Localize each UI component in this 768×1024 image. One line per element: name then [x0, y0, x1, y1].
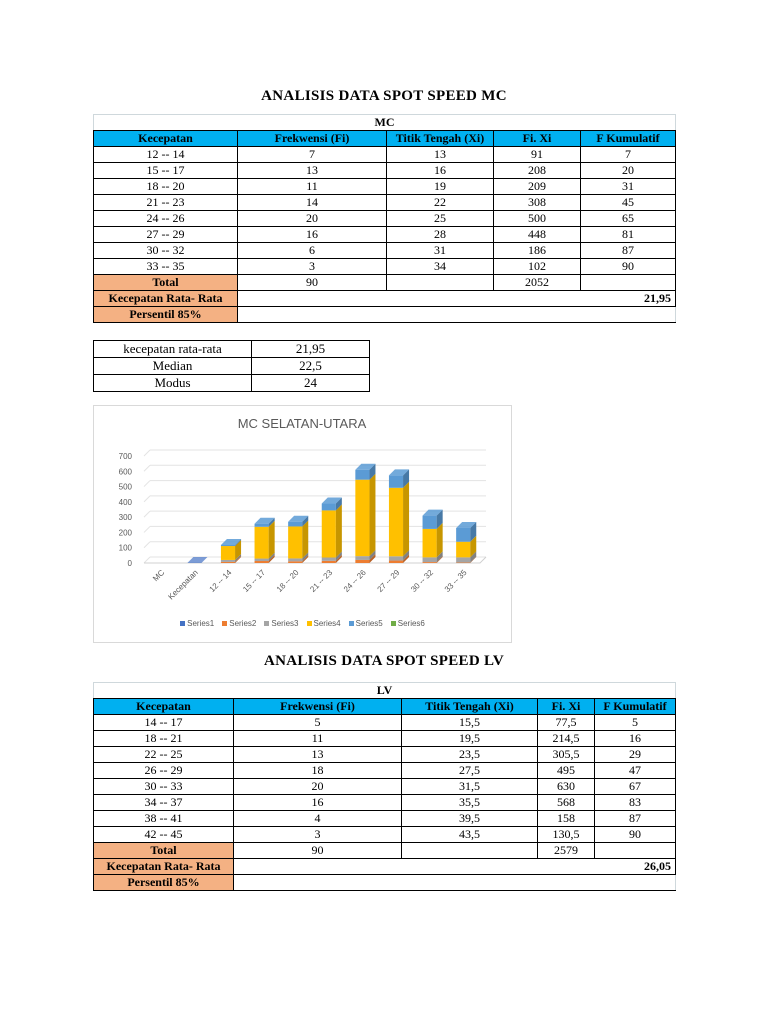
bar-segment	[355, 470, 369, 480]
bar-segment	[255, 527, 269, 559]
cell-fixi: 305,5	[538, 747, 595, 763]
lv-heading: ANALISIS DATA SPOT SPEED LV	[263, 653, 505, 669]
lv-avg-value: 26,05	[234, 859, 676, 875]
cell-fixi: 130,5	[538, 827, 595, 843]
cell-titik-tengah: 16	[387, 163, 494, 179]
y-tick-label: 200	[118, 528, 132, 538]
stats-label: Median	[94, 358, 252, 375]
mc-pct-row	[94, 307, 676, 323]
x-tick-label: 30 -- 32	[409, 568, 436, 594]
chart-y-ticks	[119, 452, 133, 568]
cell-frekwensi: 4	[234, 811, 402, 827]
cell-titik-tengah: 15,5	[402, 715, 538, 731]
lv-avg-row	[94, 859, 676, 875]
lv-header-row	[94, 699, 676, 715]
cell-frekwensi: 13	[234, 747, 402, 763]
table-row	[94, 147, 676, 163]
gridline-side	[144, 450, 150, 456]
stats-value: 21,95	[252, 341, 370, 358]
mc-total-fk-empty	[581, 275, 676, 291]
legend-swatch	[180, 621, 185, 626]
cell-fixi: 568	[538, 795, 595, 811]
cell-fixi: 91	[494, 147, 581, 163]
bar-segment	[255, 561, 269, 563]
lv-col-fixi: Fi. Xi	[538, 699, 595, 715]
table-row	[94, 211, 676, 227]
bar-segment	[423, 557, 437, 562]
bar-segment	[322, 510, 336, 557]
chart-bars	[187, 464, 476, 563]
stats-table	[93, 340, 370, 392]
mc-pct-label: Persentil 85%	[94, 307, 238, 323]
cell-kecepatan: 18 -- 21	[94, 731, 234, 747]
cell-kecepatan: 30 -- 33	[94, 779, 234, 795]
cell-f-kumulatif: 81	[581, 227, 676, 243]
cell-fixi: 500	[494, 211, 581, 227]
cell-fixi: 214,5	[538, 731, 595, 747]
x-tick-label: MC	[151, 568, 167, 584]
mc-pct-value	[238, 307, 676, 323]
lv-total-xi-empty	[402, 843, 538, 859]
cell-frekwensi: 14	[238, 195, 387, 211]
legend-swatch	[307, 621, 312, 626]
cell-f-kumulatif: 65	[581, 211, 676, 227]
table-row	[94, 179, 676, 195]
legend-label: Series4	[313, 619, 341, 628]
table-row	[94, 731, 676, 747]
bar-segment-side	[369, 474, 375, 556]
lv-avg-label: Kecepatan Rata- Rata	[94, 859, 234, 875]
legend-label: Series2	[229, 619, 257, 628]
stats-row	[94, 358, 370, 375]
lv-total-fk-empty	[595, 843, 676, 859]
bar-segment	[389, 561, 403, 563]
cell-titik-tengah: 25	[387, 211, 494, 227]
cell-kecepatan: 34 -- 37	[94, 795, 234, 811]
table-row	[94, 195, 676, 211]
bar-segment	[355, 480, 369, 556]
mc-total-xi-empty	[387, 275, 494, 291]
stats-value: 24	[252, 375, 370, 392]
x-tick-label: 33 -- 35	[442, 568, 469, 594]
cell-titik-tengah: 34	[387, 259, 494, 275]
lv-pct-label: Persentil 85%	[94, 875, 234, 891]
cell-titik-tengah: 22	[387, 195, 494, 211]
y-tick-label: 400	[118, 497, 132, 507]
gridline-side	[144, 465, 150, 471]
bar-segment	[389, 556, 403, 560]
bar-segment-side	[302, 520, 308, 558]
cell-fixi: 186	[494, 243, 581, 259]
cell-f-kumulatif: 87	[581, 243, 676, 259]
x-tick-label: 18 -- 20	[274, 568, 301, 594]
bar-segment	[355, 560, 369, 563]
y-tick-label: 0	[127, 559, 132, 568]
bar-segment	[456, 563, 470, 564]
lv-total-fixi: 2579	[538, 843, 595, 859]
chart-legend	[94, 619, 511, 628]
gridline-side	[144, 557, 150, 563]
cell-kecepatan: 33 -- 35	[94, 259, 238, 275]
cell-frekwensi: 20	[238, 211, 387, 227]
legend-label: Series1	[187, 619, 215, 628]
chart-title: MC SELATAN-UTARA	[237, 416, 367, 431]
mc-total-label: Total	[94, 275, 238, 291]
gridline-side	[144, 511, 150, 517]
cell-f-kumulatif: 87	[595, 811, 676, 827]
cell-frekwensi: 18	[234, 763, 402, 779]
cell-kecepatan: 18 -- 20	[94, 179, 238, 195]
bar-segment	[423, 562, 437, 563]
lv-total-label: Total	[94, 843, 234, 859]
cell-titik-tengah: 31,5	[402, 779, 538, 795]
legend-swatch	[222, 621, 227, 626]
bar-segment-side	[336, 504, 342, 557]
gridline-side	[144, 526, 150, 532]
bar-segment	[288, 561, 302, 563]
legend-label: Series5	[355, 619, 383, 628]
bar-segment	[423, 516, 437, 529]
cell-frekwensi: 16	[238, 227, 387, 243]
cell-f-kumulatif: 7	[581, 147, 676, 163]
legend-item	[222, 619, 256, 628]
bar-segment	[221, 546, 235, 560]
cell-kecepatan: 21 -- 23	[94, 195, 238, 211]
mc-total-fi: 90	[238, 275, 387, 291]
cell-f-kumulatif: 90	[595, 827, 676, 843]
table-row	[94, 243, 676, 259]
cell-frekwensi: 7	[238, 147, 387, 163]
x-tick-label: 15 -- 17	[241, 568, 268, 594]
gridline-side	[144, 496, 150, 502]
cell-fixi: 630	[538, 779, 595, 795]
mc-col-kecepatan: Kecepatan	[94, 131, 238, 147]
table-row	[94, 779, 676, 795]
stats-label: kecepatan rata-rata	[94, 341, 252, 358]
bar-segment	[456, 528, 470, 542]
cell-titik-tengah: 28	[387, 227, 494, 243]
cell-titik-tengah: 27,5	[402, 763, 538, 779]
cell-fixi: 495	[538, 763, 595, 779]
table-row	[94, 227, 676, 243]
legend-item	[180, 619, 214, 628]
cell-kecepatan: 24 -- 26	[94, 211, 238, 227]
chart-svg	[94, 406, 511, 642]
bar-segment	[288, 522, 302, 527]
gridline-side	[144, 481, 150, 487]
mc-total-fixi: 2052	[494, 275, 581, 291]
cell-frekwensi: 11	[234, 731, 402, 747]
x-tick-label: Kecepatan	[166, 568, 200, 602]
cell-f-kumulatif: 47	[595, 763, 676, 779]
mc-col-frekwensi: Frekwensi (Fi)	[238, 131, 387, 147]
cell-kecepatan: 38 -- 41	[94, 811, 234, 827]
cell-titik-tengah: 19	[387, 179, 494, 195]
lv-col-titik-tengah: Titik Tengah (Xi)	[402, 699, 538, 715]
lv-col-f-kumulatif: F Kumulatif	[595, 699, 676, 715]
bar-segment-side	[437, 523, 443, 557]
bar-segment	[288, 526, 302, 558]
cell-frekwensi: 3	[234, 827, 402, 843]
y-tick-label: 100	[118, 543, 132, 553]
cell-f-kumulatif: 90	[581, 259, 676, 275]
table-row	[94, 763, 676, 779]
cell-titik-tengah: 31	[387, 243, 494, 259]
table-row	[94, 715, 676, 731]
cell-kecepatan: 42 -- 45	[94, 827, 234, 843]
legend-item	[307, 619, 341, 628]
cell-titik-tengah: 13	[387, 147, 494, 163]
cell-fixi: 448	[494, 227, 581, 243]
cell-f-kumulatif: 31	[581, 179, 676, 195]
table-row	[94, 747, 676, 763]
cell-frekwensi: 3	[238, 259, 387, 275]
cell-fixi: 209	[494, 179, 581, 195]
table-row	[94, 259, 676, 275]
cell-titik-tengah: 23,5	[402, 747, 538, 763]
cell-titik-tengah: 43,5	[402, 827, 538, 843]
cell-fixi: 158	[538, 811, 595, 827]
cell-f-kumulatif: 45	[581, 195, 676, 211]
x-tick-label: 27 -- 29	[375, 568, 402, 594]
y-tick-label: 600	[118, 467, 132, 477]
mc-body	[94, 147, 676, 275]
y-tick-label: 500	[118, 482, 132, 492]
cell-fixi: 308	[494, 195, 581, 211]
cell-frekwensi: 6	[238, 243, 387, 259]
legend-label: Series3	[271, 619, 299, 628]
lv-caption: LV	[94, 683, 676, 699]
y-tick-label: 700	[118, 452, 132, 461]
bar-top	[187, 557, 207, 563]
lv-col-kecepatan: Kecepatan	[94, 699, 234, 715]
mc-col-fixi: Fi. Xi	[494, 131, 581, 147]
cell-titik-tengah: 39,5	[402, 811, 538, 827]
cell-frekwensi: 5	[234, 715, 402, 731]
lv-table	[93, 682, 676, 891]
bar-segment-side	[269, 521, 275, 559]
bar-segment	[322, 561, 336, 563]
mc-avg-label: Kecepatan Rata- Rata	[94, 291, 238, 307]
cell-kecepatan: 12 -- 14	[94, 147, 238, 163]
bar-segment	[255, 524, 269, 527]
cell-f-kumulatif: 29	[595, 747, 676, 763]
legend-swatch	[391, 621, 396, 626]
cell-kecepatan: 30 -- 32	[94, 243, 238, 259]
x-tick-label: 12 -- 14	[207, 568, 234, 594]
bar-segment	[322, 504, 336, 511]
cell-f-kumulatif: 67	[595, 779, 676, 795]
chart-x-ticks	[151, 568, 469, 602]
legend-label: Series6	[397, 619, 425, 628]
lv-total-row	[94, 843, 676, 859]
table-row	[94, 827, 676, 843]
bar-segment	[322, 557, 336, 560]
mc-avg-row	[94, 291, 676, 307]
bar-segment	[221, 560, 235, 562]
mc-col-titik-tengah: Titik Tengah (Xi)	[387, 131, 494, 147]
legend-swatch	[264, 621, 269, 626]
legend-item	[349, 619, 383, 628]
cell-kecepatan: 15 -- 17	[94, 163, 238, 179]
cell-fixi: 208	[494, 163, 581, 179]
lv-body	[94, 715, 676, 843]
gridline-side	[144, 542, 150, 548]
table-row	[94, 163, 676, 179]
lv-total-fi: 90	[234, 843, 402, 859]
mc-col-f-kumulatif: F Kumulatif	[581, 131, 676, 147]
bar-segment	[255, 559, 269, 561]
legend-swatch	[349, 621, 354, 626]
table-row	[94, 811, 676, 827]
bar-segment	[221, 545, 235, 546]
x-tick-label: 21 -- 23	[308, 568, 335, 594]
stats-value: 22,5	[252, 358, 370, 375]
cell-frekwensi: 16	[234, 795, 402, 811]
mc-heading: ANALISIS DATA SPOT SPEED MC	[261, 88, 507, 104]
cell-kecepatan: 27 -- 29	[94, 227, 238, 243]
mc-caption: MC	[94, 115, 676, 131]
bar-segment	[389, 488, 403, 556]
bar-segment	[423, 529, 437, 557]
legend-item	[391, 619, 425, 628]
cell-kecepatan: 26 -- 29	[94, 763, 234, 779]
stats-label: Modus	[94, 375, 252, 392]
mc-header-row	[94, 131, 676, 147]
cell-kecepatan: 14 -- 17	[94, 715, 234, 731]
stats-row	[94, 375, 370, 392]
cell-frekwensi: 11	[238, 179, 387, 195]
y-tick-label: 300	[118, 513, 132, 523]
cell-titik-tengah: 35,5	[402, 795, 538, 811]
cell-frekwensi: 20	[234, 779, 402, 795]
bar-segment	[221, 562, 235, 563]
bar-segment-side	[403, 482, 409, 556]
table-row	[94, 795, 676, 811]
lv-pct-row	[94, 875, 676, 891]
mc-chart	[93, 405, 512, 643]
cell-fixi: 102	[494, 259, 581, 275]
cell-f-kumulatif: 5	[595, 715, 676, 731]
cell-f-kumulatif: 83	[595, 795, 676, 811]
mc-total-row	[94, 275, 676, 291]
cell-kecepatan: 22 -- 25	[94, 747, 234, 763]
lv-pct-value	[234, 875, 676, 891]
cell-f-kumulatif: 20	[581, 163, 676, 179]
x-tick-label: 24 -- 26	[341, 568, 368, 594]
bar-segment	[288, 558, 302, 561]
cell-f-kumulatif: 16	[595, 731, 676, 747]
mc-table	[93, 114, 676, 323]
legend-item	[264, 619, 298, 628]
stats-row	[94, 341, 370, 358]
lv-col-frekwensi: Frekwensi (Fi)	[234, 699, 402, 715]
bar-segment	[355, 556, 369, 560]
cell-titik-tengah: 19,5	[402, 731, 538, 747]
cell-frekwensi: 13	[238, 163, 387, 179]
mc-avg-value: 21,95	[238, 291, 676, 307]
bar-segment	[456, 542, 470, 558]
bar-segment	[456, 557, 470, 562]
bar-segment	[389, 475, 403, 487]
cell-fixi: 77,5	[538, 715, 595, 731]
